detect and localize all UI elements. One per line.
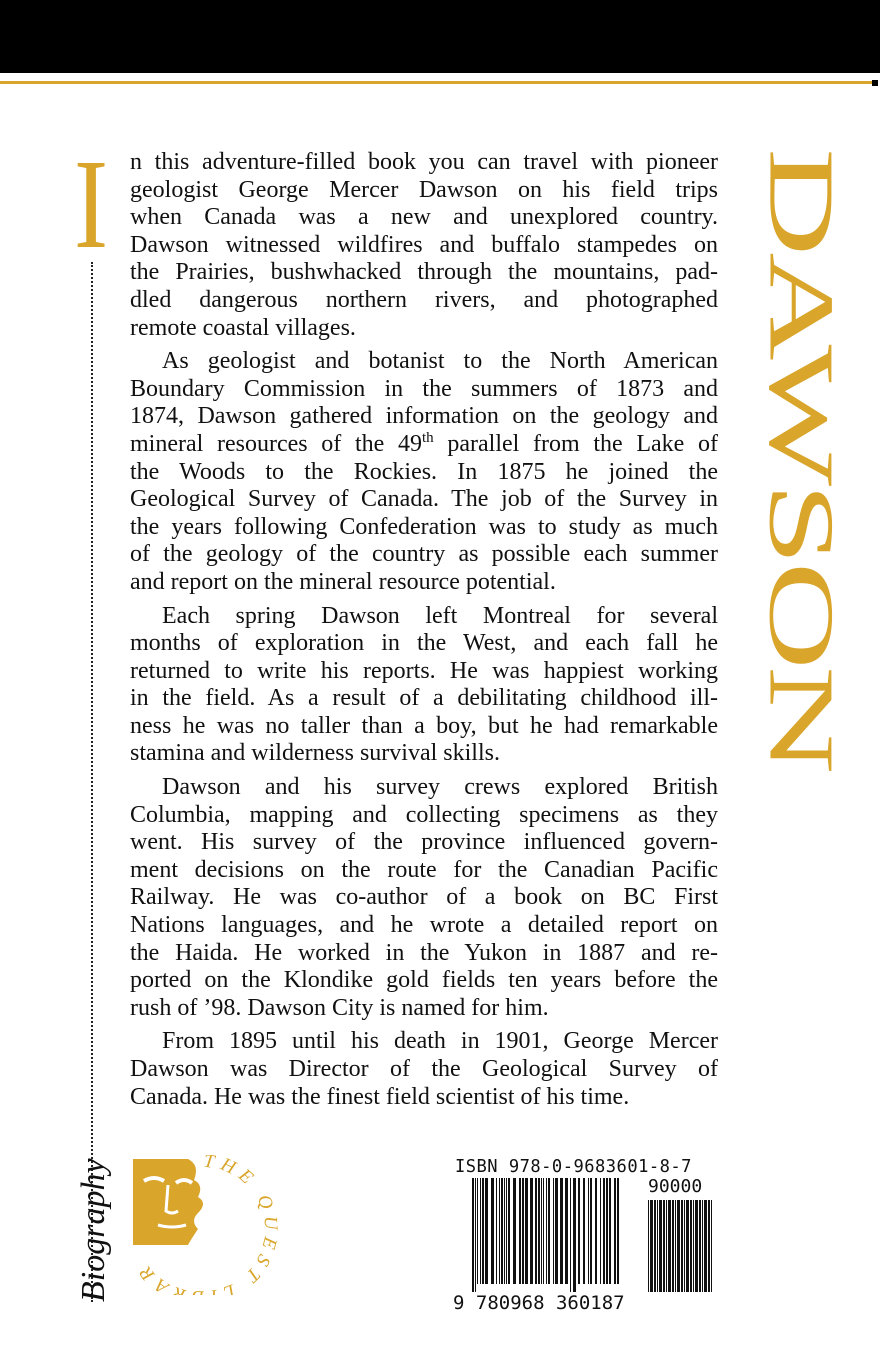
barcode-bar	[595, 1178, 597, 1284]
barcode-bar	[535, 1178, 537, 1284]
text-line: geologist George Mercer Dawson on his field trips	[130, 176, 718, 203]
addon-bar	[702, 1200, 703, 1292]
barcode-bar	[499, 1178, 500, 1284]
barcode-bar	[504, 1178, 505, 1284]
barcode-bar	[485, 1178, 488, 1284]
barcode-bar	[609, 1178, 611, 1284]
text-line: n this adventure-filled book you can travel with pioneer	[130, 149, 718, 175]
addon-bar	[650, 1200, 653, 1292]
text-line: ported on the Klondike gold fields ten years before the	[130, 967, 718, 994]
barcode-bar	[553, 1178, 554, 1284]
barcode-bar	[614, 1178, 616, 1284]
barcode-bar	[541, 1178, 542, 1284]
barcode-bar	[522, 1178, 524, 1284]
addon-bar	[690, 1200, 692, 1292]
barcode-bar	[501, 1178, 503, 1284]
paragraph	[130, 774, 718, 1022]
barcode-bar	[600, 1178, 601, 1284]
barcode-bar	[555, 1178, 558, 1284]
barcode-bar	[525, 1178, 528, 1284]
text-line: Dawson and his survey crews explored British	[162, 774, 718, 801]
text-line: the years following Confederation was to study as much	[130, 513, 718, 540]
barcode-bar	[590, 1178, 592, 1284]
text-line: the Prairies, bushwhacked through the mountains, pad-	[130, 259, 718, 286]
text-line: dled dangerous northern rivers, and photographed	[130, 286, 718, 313]
paragraph	[130, 348, 718, 596]
barcode-bar	[583, 1178, 585, 1284]
addon-bar	[693, 1200, 694, 1292]
addon-bar	[711, 1200, 712, 1292]
paragraph	[130, 1028, 718, 1111]
barcode-bar	[477, 1178, 478, 1284]
text-line: From 1895 until his death in 1901, George Mercer	[162, 1028, 718, 1055]
ean-digits: 9 780968 360187	[453, 1292, 625, 1314]
gold-rule	[0, 81, 872, 84]
text-line: when Canada was a new and unexplored country.	[130, 204, 718, 231]
barcode-bar	[508, 1178, 510, 1284]
barcode-bar	[491, 1178, 494, 1284]
rule-end-mark	[872, 80, 878, 86]
text-line: Canada. He was the finest field scientist of his time.	[130, 1083, 630, 1110]
barcode-bar	[588, 1178, 589, 1284]
barcode-bar	[482, 1178, 484, 1284]
text-line: the Haida. He worked in the Yukon in 1887 and re-	[130, 939, 718, 966]
barcode-bar	[538, 1178, 540, 1284]
barcode-bar	[565, 1178, 568, 1284]
barcode-bar	[548, 1178, 550, 1284]
text-line: in the field. As a result of a debilitating childhood ill-	[130, 685, 718, 712]
text-line: Railway. He was co-author of a book on BC First	[130, 884, 718, 911]
text-line: 1874, Dawson gathered information on the geology and	[130, 403, 718, 430]
dotted-divider	[91, 262, 93, 1302]
addon-bar	[686, 1200, 689, 1292]
addon-bar	[681, 1200, 683, 1292]
barcode-bar	[475, 1178, 476, 1292]
text-line: returned to write his reports. He was happiest working	[130, 657, 718, 684]
addon-bar	[672, 1200, 674, 1292]
text-line: ness he was no taller than a boy, but he had remarkable	[130, 712, 718, 739]
text-line: went. His survey of the province influenced govern-	[130, 829, 718, 856]
text-line: rush of ’98. Dawson City is named for him.	[130, 994, 549, 1021]
addon-bar	[699, 1200, 701, 1292]
barcode-bar	[546, 1178, 547, 1284]
barcode-bar	[617, 1178, 619, 1284]
barcode-bar	[573, 1178, 576, 1292]
logo-face-block	[133, 1159, 167, 1245]
paragraph	[130, 603, 718, 769]
text-line: months of exploration in the West, and each fall he	[130, 630, 718, 657]
barcode-bar	[570, 1178, 571, 1292]
barcode-bar	[506, 1178, 507, 1284]
top-black-band	[0, 0, 880, 73]
text-line: Each spring Dawson left Montreal for several	[162, 602, 718, 629]
barcode-bar	[496, 1178, 497, 1284]
barcode-bar	[543, 1178, 544, 1284]
barcode-bar	[519, 1178, 521, 1284]
text-line: Columbia, mapping and collecting specimens as they	[130, 801, 718, 828]
text-line: Boundary Commission in the summers of 1873 and	[130, 375, 718, 402]
barcode-bar	[560, 1178, 563, 1284]
addon-bar	[666, 1200, 667, 1292]
addon-bar	[668, 1200, 671, 1292]
barcode-bar	[480, 1178, 481, 1284]
addon-bar	[704, 1200, 707, 1292]
price-code: 90000	[648, 1176, 703, 1197]
barcode-bar	[513, 1178, 516, 1284]
logo-text: THE Q ST L RAR	[132, 1155, 278, 1295]
text-line: and report on the mineral resource potential.	[130, 568, 556, 595]
text-line: Geological Survey of Canada. The job of the Survey in	[130, 486, 718, 513]
text-line: ment decisions on the route for the Canadian Pacific	[130, 856, 718, 883]
face-icon	[167, 1159, 203, 1245]
book-title: DAWSON	[750, 148, 853, 771]
addon-bar	[648, 1200, 649, 1292]
barcode-bar	[603, 1178, 605, 1284]
addon-bar	[657, 1200, 658, 1292]
blurb-text	[130, 149, 718, 1117]
addon-bar	[663, 1200, 665, 1292]
text-line: Dawson witnessed wildfires and buffalo stampedes on	[130, 231, 718, 258]
addon-bar	[695, 1200, 698, 1292]
barcode-bar	[578, 1178, 580, 1284]
text-line: stamina and wilderness survival skills.	[130, 740, 500, 767]
addon-bar	[708, 1200, 710, 1292]
barcode-bar	[472, 1178, 474, 1292]
paragraph	[130, 149, 718, 342]
text-line: Dawson was Director of the Geological Survey of	[130, 1056, 718, 1082]
addon-bar	[684, 1200, 685, 1292]
text-line: of the geology of the country as possible each summer	[130, 541, 718, 568]
text-line: remote coastal villages.	[130, 314, 356, 341]
text-line: mineral resources of the 49th parallel from the Lake of	[130, 429, 719, 457]
addon-bar	[659, 1200, 662, 1292]
addon-bar	[677, 1200, 680, 1292]
genre-label: Biography	[75, 1158, 112, 1302]
text-line: the Woods to the Rockies. In 1875 he joined the	[130, 458, 718, 485]
text-line: Nations languages, and he wrote a detailed report on	[130, 912, 718, 939]
publisher-logo	[128, 1155, 278, 1300]
isbn-label: ISBN 978-0-9683601-8-7	[455, 1156, 692, 1177]
addon-bar	[675, 1200, 676, 1292]
barcode-bar	[606, 1178, 608, 1284]
text-line: As geologist and botanist to the North American	[162, 348, 718, 375]
drop-cap: I	[74, 133, 109, 275]
barcode-bar	[530, 1178, 533, 1284]
addon-bar	[654, 1200, 656, 1292]
